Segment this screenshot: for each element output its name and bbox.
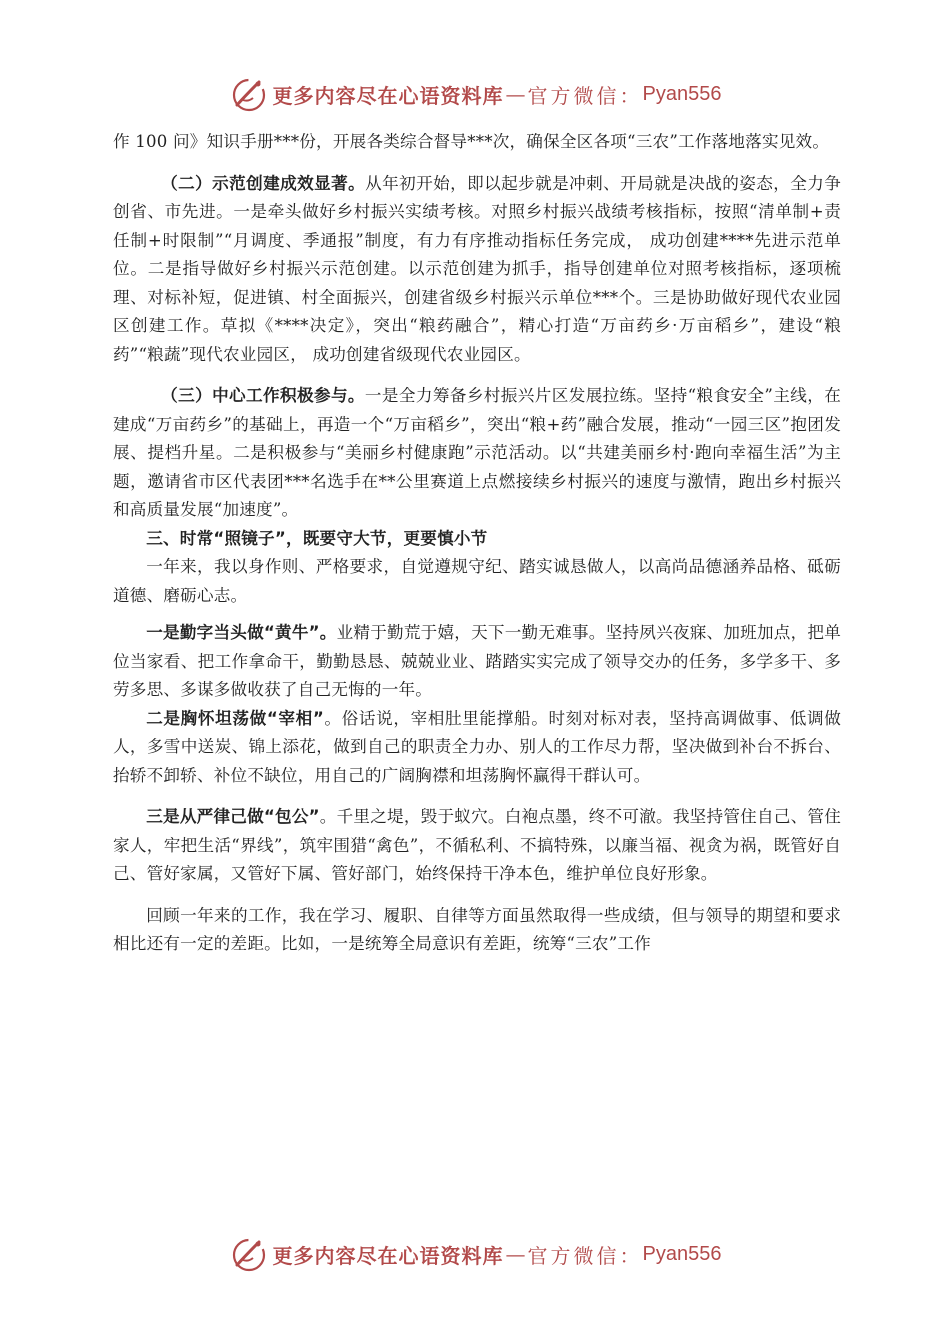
paragraph-intro: 一年来，我以身作则、严格要求，自觉遵规守纪、踏实诚恳做人，以高尚品德涵养品格、砥砺道德、磨砺心志。 xyxy=(113,557,841,605)
banner-title: 更多内容尽在心语资料库 xyxy=(272,83,504,108)
header-watermark-banner xyxy=(0,72,950,116)
paragraph-demonstration xyxy=(113,170,841,370)
paragraph-self-discipline xyxy=(113,803,841,889)
paragraph-broad-mind xyxy=(113,705,841,791)
paragraph-diligence xyxy=(113,619,841,705)
paragraph-broad-mind-body: 。俗话说，宰相肚里能撑船。时刻对标对表，坚持高调做事、低调做人，多雪中送炭、锦上添花，做到自己的职责全力办、别人的工作尽力帮，坚决做到补台不拆台、抬轿不卸轿、补位不缺位，用自己的广阔胸襟和坦荡胸怀赢得干群认可。 xyxy=(113,708,841,785)
banner-title: 更多内容尽在心语资料库 xyxy=(272,1243,504,1268)
heading-diligence: 一是勤字当头做“黄牛”。 xyxy=(146,623,337,642)
banner-wechat-label: 官方微信： xyxy=(527,83,643,108)
banner-wechat-id: Pyan556 xyxy=(642,1242,722,1265)
brush-logo-icon xyxy=(229,74,269,114)
paragraph-central-work-body: 一是全力筹备乡村振兴片区发展拉练。坚持“粮食安全”主线，在建成“万亩药乡”的基础上，再造一个“万亩稻乡”，突出“粮+药”融合发展，推动“一园三区”抱团发展、提档升星。二是积极参与“美丽乡村健康跑”示范活动。以“共建美丽乡村·跑向幸福生活”为主题，邀请省市区代表团***名选手在**公里赛道上点燃接续乡村振兴的速度与激情，跑出乡村振兴和高质量发展“加速度”。 xyxy=(113,386,842,519)
section-heading-central-work: （三）中心工作积极参与。 xyxy=(161,386,365,405)
banner-separator: — xyxy=(505,1242,526,1266)
heading-self-discipline: 三是从严律己做“包公” xyxy=(146,807,320,826)
banner-separator: — xyxy=(505,82,526,106)
paragraph-continued: 作 100 问》知识手册***份，开展各类综合督导***次，确保全区各项“三农”工作落地落实见效。 xyxy=(113,132,830,151)
paragraph-self-discipline-body: 。千里之堤，毁于蚁穴。白袍点墨，终不可澈。我坚持管住自己、管住家人，牢把生活“界线”，筑牢围猎“禽色”，不循私利、不搞特殊，以廉当福、视贪为祸，既管好自己、管好家属，又管好下属、管好部门，始终保持干净本色，维护单位良好形象。 xyxy=(113,807,841,883)
banner-wechat-label: 官方微信： xyxy=(527,1243,643,1268)
heading-broad-mind: 二是胸怀坦荡做“宰相” xyxy=(146,708,324,728)
section-heading-mirror: 三、时常“照镜子”，既要守大节，更要慎小节 xyxy=(146,528,488,548)
brush-logo-icon xyxy=(229,1234,269,1274)
paragraph-diligence-body: 业精于勤荒于嬉，天下一勤无难事。坚持夙兴夜寐、加班加点，把单位当家看、把工作拿命干，勤勤恳恳、兢兢业业、踏踏实实完成了领导交办的任务，多学多干、多劳多思、多谋多做收获了自己无悔的一年。 xyxy=(113,623,842,699)
document-body xyxy=(113,128,841,959)
section-heading-demonstration: （二）示范创建成效显著。 xyxy=(161,173,366,193)
paragraph-central-work xyxy=(113,382,841,525)
banner-wechat-id: Pyan556 xyxy=(642,82,722,105)
footer-watermark-banner xyxy=(0,1232,950,1276)
paragraph-demonstration-body: 从年初开始，即以起步就是冲刺、开局就是决战的姿态，全力争创省、市先进。一是牵头做好乡村振兴实绩考核。对照乡村振兴战绩考核指标，按照“清单制+责任制+时限制”“月调度、季通报”制度，有力有序推动指标任务完成， 成功创建****先进示范单位。二是指导做好乡村振兴示范创建。以示范创建为抓手，指导创建单位对照考核指标，逐项梳理、对标补短，促进镇、村全面振兴，创建省级乡村振兴示单位***个。三是协助做好现代农业园区创建工作。草拟《****决定》，突出“粮药融合”，精心打造“万亩药乡·万亩稻乡”，建设“粮药”“粮蔬”现代农业园区， 成功创建省级现代农业园区。 xyxy=(113,173,841,364)
paragraph-review: 回顾一年来的工作，我在学习、履职、自律等方面虽然取得一些成绩，但与领导的期望和要求相比还有一定的差距。比如，一是统筹全局意识有差距，统筹“三农”工作 xyxy=(113,905,841,953)
